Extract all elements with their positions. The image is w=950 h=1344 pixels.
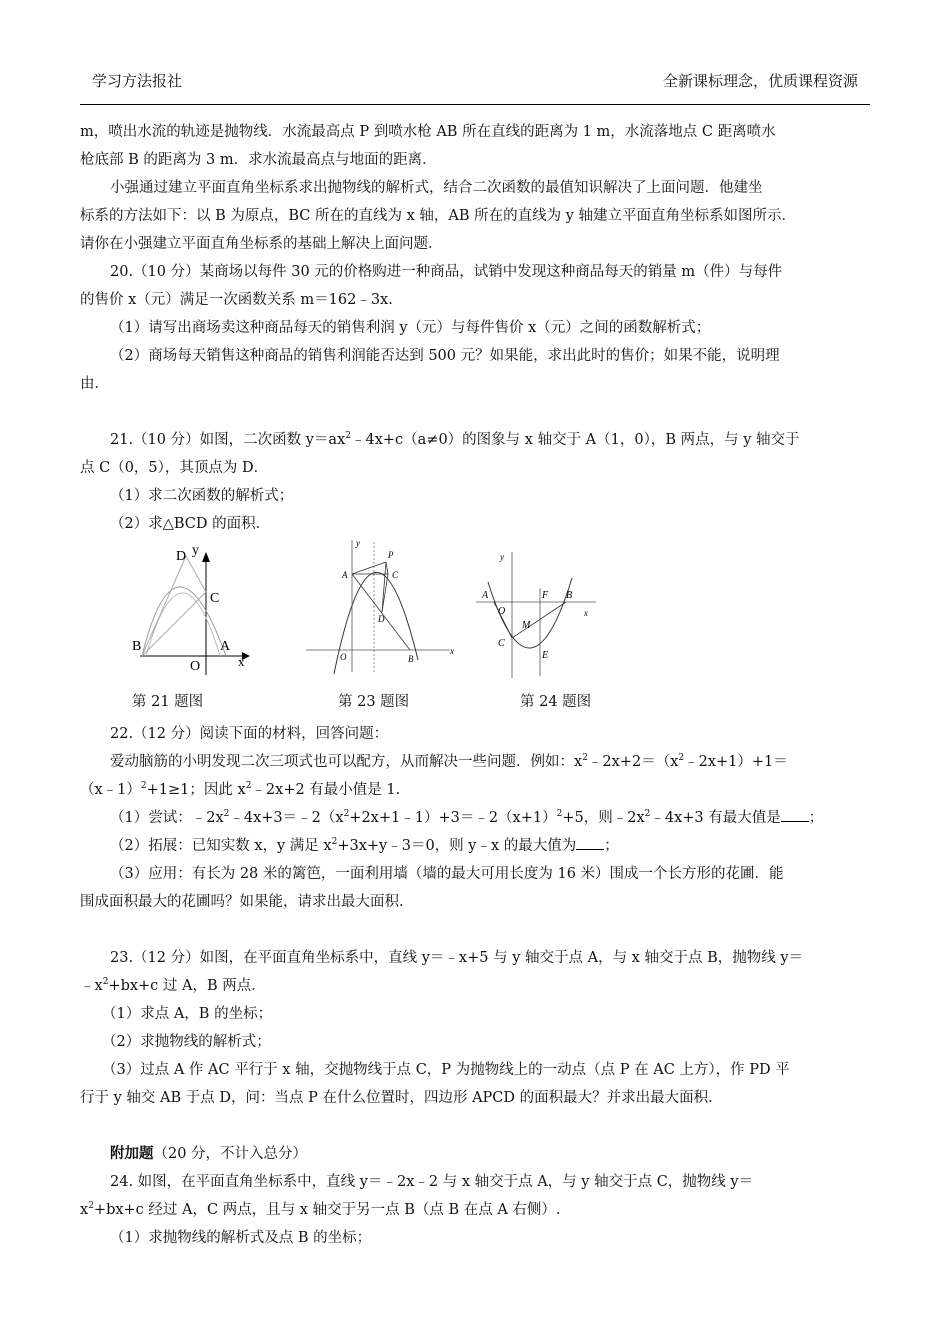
f23-label-c: C [392,570,399,580]
document-body [80,118,870,1252]
f21-label-d: D [176,549,187,564]
figure-24 [476,546,602,680]
f21-label-b: B [132,639,142,654]
f21-label-y: y [192,543,199,558]
answer-blank[interactable] [781,821,809,822]
q19-line1: m，喷出水流的轨迹是抛物线．水流最高点 P 到喷水枪 AB 所在直线的距离为 1 m，水流落地点 C 距离喷水 [80,124,776,140]
q22-part1: （1）尝试：$﹣2x^2﹣4x+3=﹣2(x^2+2x+1﹣1)+3=﹣2(x+1)^2+5$，则$﹣2x^2﹣4x+3$ 有最大值是 ； [110,809,824,826]
q21-line2: 点 C（0，5），其顶点为 D． [80,460,269,476]
f23-label-p: P [388,550,394,560]
figure-21 [130,540,260,680]
f24-label-e: E [542,650,549,661]
q23-line2: $﹣x^2+bx+c$ 过 A，B 两点． [80,977,266,994]
q23-line1: 23.（12 分）如图，在平面直角坐标系中，直线 y＝﹣x+5 与 y 轴交于点 A，与 x 轴交于点 B，抛物线 y＝ [110,950,804,966]
f24-label-x: x [584,608,588,618]
q20-line2: 的售价 x（元）满足一次函数关系 m＝162﹣3x. [80,292,393,308]
caption-fig21: 第 21 题图 [132,694,204,710]
caption-fig24: 第 24 题图 [520,694,592,710]
caption-fig23: 第 23 题图 [338,694,410,710]
f23-label-o: O [340,652,347,662]
f23-label-d: D [378,614,385,624]
q19-line3: 小强通过建立平面直角坐标系求出抛物线的解析式，结合二次函数的最值知识解决了上面问题．他建坐 [110,180,763,196]
q21-line1: 21.（10 分）如图，二次函数 $y=ax^2﹣4x+c(a\ne 0)$的图象与 x 轴交于 A（1，0），B 两点，与 y 轴交于 [110,431,800,448]
f23-label-a: A [342,570,348,580]
f21-label-a: A [220,639,231,654]
q19-line2: 枪底部 B 的距离为 3 m．求水流最高点与地面的距离． [80,152,437,168]
q20-part2b: 由． [80,376,109,392]
f23-label-b: B [408,654,414,664]
q22-part3b: 围成面积最大的花圃吗？如果能，请求出最大面积. [80,894,404,910]
q24-line1: 24. 如图，在平面直角坐标系中，直线 y＝﹣2x﹣2 与 x 轴交于点 A，与 y 轴交于点 C，抛物线 y＝ [110,1174,754,1190]
q22-line2: 爱动脑筋的小明发现二次三项式也可以配方，从而解决一些问题．例如：$x^2﹣2x+2=(x^2﹣2x+1)+1=$ [110,753,788,770]
f24-label-o: O [498,606,506,617]
q21-part1: （1）求二次函数的解析式； [110,488,294,504]
q23-part2: （2）求抛物线的解析式； [102,1034,271,1050]
answer-blank[interactable] [576,849,604,850]
q23-part1: （1）求点 A，B 的坐标； [102,1006,273,1022]
f24-label-c: C [498,638,505,649]
q23-part3a: （3）过点 A 作 AC 平行于 x 轴，交抛物线于点 C，P 为抛物线上的一动点（点 P 在 AC 上方），作 PD 平 [102,1062,790,1078]
f21-label-c: C [210,591,220,606]
q20-line1: 20.（10 分）某商场以每件 30 元的价格购进一种商品，试销中发现这种商品每天的销量 m（件）与每件 [110,264,783,280]
q19-line5: 请你在小强建立平面直角坐标系的基础上解决上面问题． [80,236,443,252]
q22-line1: 22.（12 分）阅读下面的材料，回答问题： [110,726,389,742]
q22-part3a: （3）应用：有长为 28 米的篱笆，一面利用墙（墙的最大可用长度为 16 米）围成一个长方形的花圃．能 [110,866,784,882]
q19-line4: 标系的方法如下：以 B 为原点，BC 所在的直线为 x 轴，AB 所在的直线为 y 轴建立平面直角坐标系如图所示． [80,208,797,224]
q20-part2a: （2）商场每天销售这种商品的销售利润能否达到 500 元？如果能，求出此时的售价；如果不能，说明理 [110,348,780,364]
bonus-heading: 附加题（20 分，不计入总分） [110,1145,308,1162]
q21-part2: （2）求△BCD 的面积． [110,516,271,532]
f24-label-b: B [566,590,573,601]
f24-label-y: y [500,552,504,562]
f23-label-y: y [356,538,360,548]
figures-row [80,538,870,720]
q22-part2: （2）拓展：已知实数 x，y 满足 $x^2+3x+y﹣3=0$，则 y﹣x 的最大值为 ； [110,837,619,854]
f23-label-x: x [450,646,454,656]
f21-label-x: x [238,654,245,669]
header-left: 学习方法报社 [92,72,183,90]
q24-line2: $x^2+bx+c$ 经过 A，C 两点，且与 x 轴交于另一点 B（点 B 在点 A 右侧）. [80,1201,561,1218]
f24-label-f: F [542,590,549,601]
q24-part1: （1）求抛物线的解析式及点 B 的坐标； [110,1230,372,1246]
q22-line3: （x﹣1）$^2$+1≥1；因此 $x^2﹣2x+2$ 有最小值是 1. [80,781,401,798]
f24-label-m: M [522,620,531,631]
header-rule [80,104,870,105]
f21-label-o: O [190,659,201,674]
q20-part1: （1）请写出商场卖这种商品每天的销售利润 y（元）与每件售价 x（元）之间的函数解析式； [110,320,711,336]
f24-label-a: A [482,590,489,601]
q23-part3b: 行于 y 轴交 AB 于点 D，问：当点 P 在什么位置时，四边形 APCD 的面积最大？并求出最大面积. [80,1090,713,1106]
header-right: 全新课标理念，优质课程资源 [662,72,858,90]
figure-23 [304,538,460,678]
